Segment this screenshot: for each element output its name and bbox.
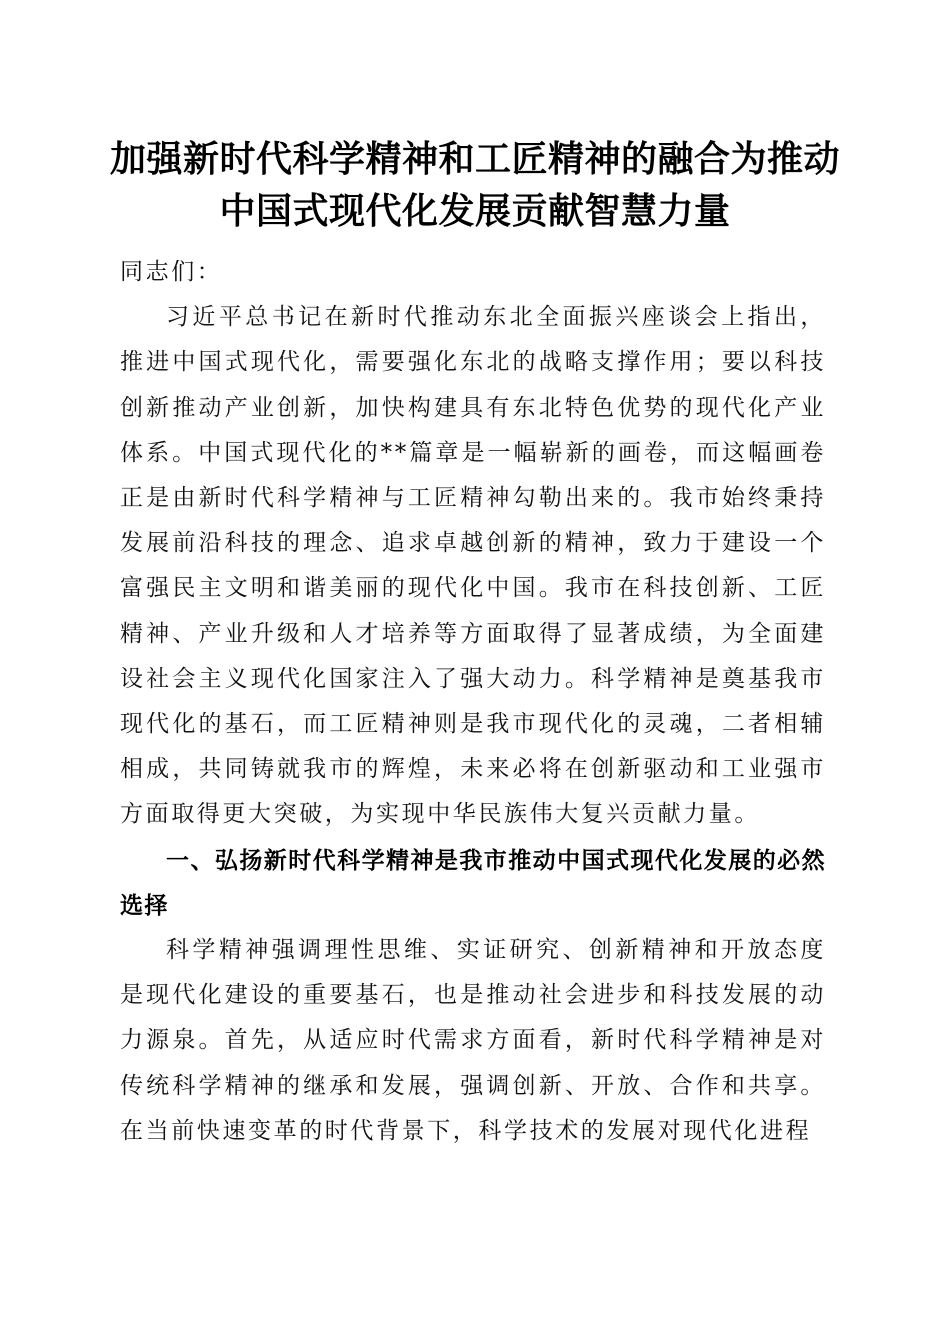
section-1-heading: 一、弘扬新时代科学精神是我市推动中国式现代化发展的必然选择 [120,846,826,919]
title-line-2: 中国式现代化发展贡献智慧力量 [219,190,731,232]
document-body [120,250,826,1154]
salutation: 同志们： [120,259,223,285]
title-line-1: 加强新时代科学精神和工匠精神的融合为推动 [109,138,840,180]
section-1-paragraph: 科学精神强调理性思维、实证研究、创新精神和开放态度是现代化建设的重要基石，也是推动社会进步和科技发展的动力源泉。首先，从适应时代需求方面看，新时代科学精神是对传统科学精神的继承和发展，强调创新、开放、合作和共享。在当前快速变革的时代背景下，科学技术的发展对现代化进程 [120,937,826,1144]
document-title [100,133,850,237]
intro-paragraph: 习近平总书记在新时代推动东北全面振兴座谈会上指出，推进中国式现代化，需要强化东北的战略支撑作用；要以科技创新推动产业创新，加快构建具有东北特色优势的现代化产业体系。中国式现代化的**篇章是一幅崭新的画卷，而这幅画卷正是由新时代科学精神与工匠精神勾勒出来的。我市始终秉持发展前沿科技的理念、追求卓越创新的精神，致力于建设一个富强民主文明和谐美丽的现代化中国。我市在科技创新、工匠精神、产业升级和人才培养等方面取得了显著成绩，为全面建设社会主义现代化国家注入了强大动力。科学精神是奠基我市现代化的基石，而工匠精神则是我市现代化的灵魂，二者相辅相成，共同铸就我市的辉煌，未来必将在创新驱动和工业强市方面取得更大突破，为实现中华民族伟大复兴贡献力量。 [120,304,826,828]
